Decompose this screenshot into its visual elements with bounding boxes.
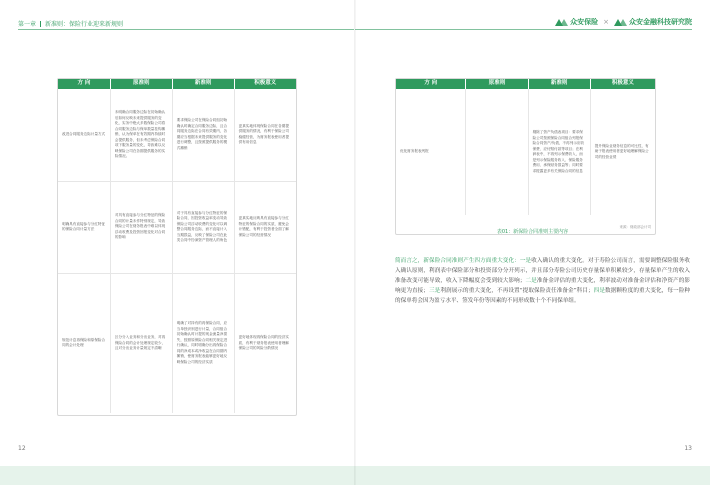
cell-meaning: 更好地体现再保险合同的经济实质，有利于财务报表使用者理解保险公司的风险分散情况 — [238, 335, 289, 350]
point-4-label: 四是 — [593, 288, 606, 294]
header-direction: 方 向 — [58, 79, 110, 89]
header-divider — [40, 21, 41, 27]
para-lead: 新保险合同准则产生四方面重大变化： — [423, 258, 520, 264]
cell-direction: 规范计息再保险和原保险合同的会计处理 — [58, 273, 110, 413]
running-header — [18, 19, 123, 28]
zhongan-logo-icon — [614, 18, 626, 26]
comparison-table-card — [57, 78, 297, 416]
bottom-band — [0, 466, 710, 485]
header-old-standard: 原准则 — [466, 79, 528, 89]
table-source: 来源：财政部会计司 — [619, 225, 651, 229]
summary-paragraph — [395, 256, 690, 306]
cell-meaning: 提升保险业财务信息的可比性，有助于报表使用者更好地理解保险公司的经营业绩 — [594, 143, 649, 159]
brand-primary: 众安保险 — [570, 18, 599, 26]
cell-new: 剔除了资产负债表项目：要求保险公司按照保险合同组合列报保险合同资产/负债，不再列示应收保费、应付赔付款等项目；在利润表中，不再列示保费收入，而是列示保险服务收入、保险服务费用、承保财务损益等；同时要求披露更多有关保险合同的信息 — [528, 89, 590, 215]
header-significance: 积极意义 — [234, 79, 296, 89]
point-3-label: 三是 — [428, 288, 441, 294]
header-old-standard: 原准则 — [110, 79, 172, 89]
table-row — [58, 273, 296, 413]
cell-new: 要求保险公司在保险合同组初始确认时确定合同服务边际，且合同服务边际在合同有效期内，各期应当根据未来提供服务的变化进行调整，且按照提供服务的模式摊销 — [172, 89, 234, 181]
right-page — [355, 0, 710, 485]
para-intro: 简而言之， — [395, 258, 424, 264]
page-number-left: 12 — [18, 445, 26, 452]
comparison-table — [58, 79, 296, 413]
point-3-text: 利润展示的重大变化，不再设置“提取保险责任准备金”科目； — [440, 288, 594, 294]
brand-header — [555, 17, 692, 27]
table-row — [58, 181, 296, 273]
table-row — [396, 89, 655, 215]
chapter-label: 第一章 — [18, 21, 37, 28]
cell-new: 对于具有直接参与分红特征的保险合同，因投资收益率变动导致保险公司浮动收费的变化可以调整合同服务边际，而不直接计入当期损益，反映了保险公司在此类合同中扮演资产管理人的角色 — [172, 181, 234, 273]
point-2-text: 准备金评估的重大变化，利率波动对准备金评估和净资产的影响更为直接； — [395, 278, 690, 294]
table-header-row — [58, 79, 296, 89]
cell-direction: 优化财务报表列报 — [396, 89, 466, 215]
comparison-table — [396, 79, 655, 215]
point-2-label: 二是 — [525, 278, 537, 284]
zhongan-logo-icon — [555, 18, 567, 26]
table-caption: 表01：新保险合同准则主要内容 — [496, 229, 569, 235]
section-title: 新准则：保险行业迎来新规则 — [45, 21, 124, 28]
point-4-text: 数据颗粒度的重大变化，每一险种的保单将会因为盈亏水平、签发年份等因素的不同形成数十个不同保单组。 — [395, 288, 690, 304]
brand-separator: × — [603, 18, 609, 26]
cell-old: 对具有直接参与分红特征的保险合同的计量未作特别规定，导致保险公司在财务报表中难以体现浮动收费及投资回报变化对合同的影响 — [110, 181, 172, 273]
point-1-text: 收入确认的重大变化。对于寿险公司而言，需要调整保险服务收入确认原则，利润表中保险部分和投资部分分开列示，并且部分寿险公司历史存量保单积累较少，存量保单产生的收入准备改变可能导致，收入下降幅度会受到较大影响； — [395, 258, 690, 284]
cell-meaning: 更真实地体现保险合同在各期提供服务的情况，有利于保险公司稳健经营，为财务报表使用者提供有用信息 — [234, 89, 296, 181]
cell-meaning: 更真实地反映具有直接参与分红特征的保险合同的实质，避免会计错配，有利于投资者全面了解保险公司的经营情况 — [234, 181, 296, 273]
header-rule — [18, 29, 355, 30]
cell-old: 未明确合同服务边际在初始确认后如何反映未来提供服务的变化，实务中绝大多数保险公司将合同服务边际与保单数量挂钩摊销，认为保单在有效期内持续时会提供服务，但未考虑保险合同项下服务量的变化，导致难以反映保险公司在各期提供服务的实际情况。 — [110, 89, 172, 181]
comparison-table-card — [395, 78, 656, 235]
header-rule — [355, 29, 692, 30]
table-header-row — [396, 79, 655, 89]
cell-old: 区分分入业务和分出业务，对再保险合同的会计处理规定较少，且对分出业务计量规定不清晰 — [110, 273, 172, 413]
page-number-right: 13 — [684, 445, 692, 452]
header-new-standard: 新准则 — [528, 79, 590, 89]
cell-new: 明确了对持有的再保险合同，应当单独识别进行计量，合同组合初始确认时计提的现金流量净损失，按照原保险合同相关规定进行确认，同时明确分出再保险合同的净成本或净收益在合同期内摊销，使财务报表能够更好地反映保险公司的经济实质 — [172, 273, 234, 413]
cell-direction: 改进合同服务边际计量方式 — [58, 89, 110, 181]
table-row — [58, 89, 296, 181]
cell-direction: 明确具有直接参与分红特征的保险合同计量方法 — [58, 181, 110, 273]
header-direction: 方 向 — [396, 79, 466, 89]
header-significance: 积极意义 — [590, 79, 655, 89]
header-new-standard: 新准则 — [172, 79, 234, 89]
point-1-label: 一是 — [519, 258, 532, 264]
cell-old — [466, 89, 528, 215]
brand-secondary: 众安金融科技研究院 — [629, 18, 692, 26]
